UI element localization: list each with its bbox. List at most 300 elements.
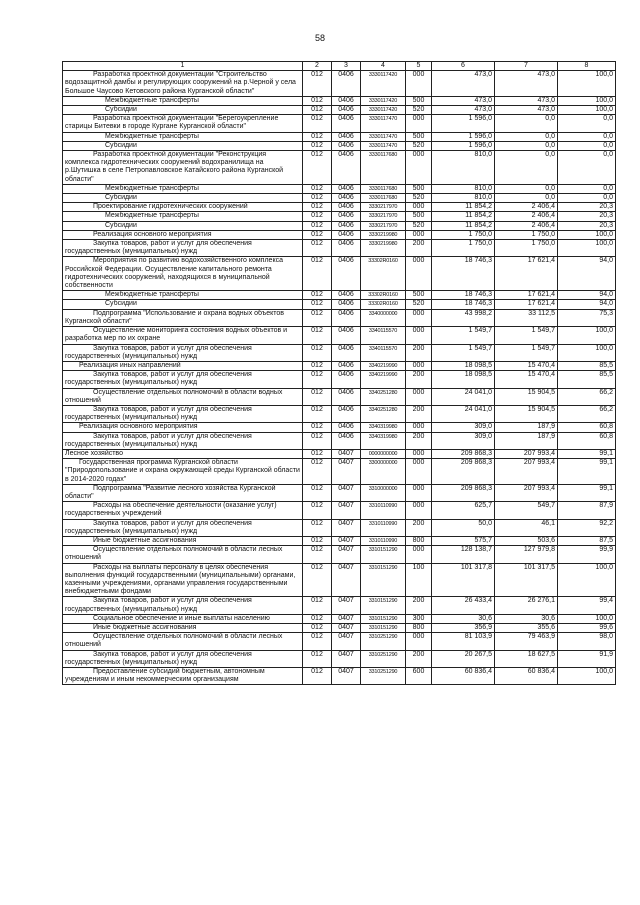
row-description — [63, 563, 303, 597]
table-row — [63, 388, 616, 405]
cell-target-article: 3330117470 — [361, 132, 406, 141]
cell-ministry-code: 012 — [303, 668, 332, 685]
cell-actual-amount: 187,9 — [495, 432, 558, 449]
row-description — [63, 344, 303, 361]
cell-section-code: 0407 — [332, 519, 361, 536]
cell-expense-type: 500 — [406, 212, 432, 221]
row-description-text: Осуществление отдельных полномочий в области водных отношений — [65, 388, 283, 404]
table-row — [63, 132, 616, 141]
cell-expense-type: 520 — [406, 300, 432, 309]
cell-ministry-code: 012 — [303, 71, 332, 97]
cell-target-article: 3310251290 — [361, 633, 406, 650]
cell-plan-amount: 18 098,5 — [432, 371, 495, 388]
cell-plan-amount: 18 746,3 — [432, 257, 495, 291]
cell-expense-type: 000 — [406, 257, 432, 291]
cell-expense-type: 000 — [406, 71, 432, 97]
cell-actual-amount: 15 470,4 — [495, 361, 558, 370]
cell-expense-type: 520 — [406, 221, 432, 230]
row-description-text: Иные бюджетные ассигнования — [93, 536, 197, 544]
table-row — [63, 484, 616, 501]
cell-percent: 100,0 — [558, 106, 616, 115]
cell-expense-type: 500 — [406, 96, 432, 105]
cell-target-article: 3340319980 — [361, 423, 406, 432]
cell-plan-amount: 473,0 — [432, 106, 495, 115]
cell-section-code: 0406 — [332, 240, 361, 257]
cell-target-article: 3310151290 — [361, 597, 406, 614]
cell-percent: 94,0 — [558, 300, 616, 309]
cell-ministry-code: 012 — [303, 563, 332, 597]
row-description-text: Социальное обеспечение и иные выплаты населению — [93, 614, 270, 622]
cell-percent: 100,0 — [558, 240, 616, 257]
cell-ministry-code: 012 — [303, 115, 332, 132]
cell-target-article: 3330217970 — [361, 203, 406, 212]
table-row — [63, 546, 616, 563]
cell-section-code: 0407 — [332, 668, 361, 685]
cell-plan-amount: 60 836,4 — [432, 668, 495, 685]
cell-target-article: 3330117680 — [361, 184, 406, 193]
cell-section-code: 0406 — [332, 151, 361, 185]
cell-section-code: 0407 — [332, 633, 361, 650]
cell-plan-amount: 473,0 — [432, 96, 495, 105]
row-description-text: Разработка проектной документации "Строительство водозащитной дамбы и регулирующих сооружений на р.Черной у села Большое Чаусово Кетовского района Курганской области" — [65, 71, 296, 95]
row-description — [63, 668, 303, 685]
cell-actual-amount: 549,7 — [495, 502, 558, 519]
row-description-text: Осуществление отдельных полномочий в области лесных отношений — [65, 633, 283, 649]
cell-section-code: 0406 — [332, 96, 361, 105]
cell-target-article: 3340219990 — [361, 361, 406, 370]
row-description — [63, 71, 303, 97]
table-row — [63, 194, 616, 203]
row-description — [63, 309, 303, 326]
row-description — [63, 106, 303, 115]
cell-expense-type: 520 — [406, 194, 432, 203]
row-description — [63, 151, 303, 185]
table-row — [63, 449, 616, 458]
cell-section-code: 0407 — [332, 546, 361, 563]
cell-ministry-code: 012 — [303, 291, 332, 300]
cell-target-article: 3310251290 — [361, 668, 406, 685]
cell-section-code: 0406 — [332, 184, 361, 193]
cell-percent: 0,0 — [558, 132, 616, 141]
cell-actual-amount: 17 621,4 — [495, 291, 558, 300]
cell-section-code: 0406 — [332, 194, 361, 203]
cell-expense-type: 000 — [406, 151, 432, 185]
cell-plan-amount: 50,0 — [432, 519, 495, 536]
cell-section-code: 0406 — [332, 115, 361, 132]
cell-ministry-code: 012 — [303, 96, 332, 105]
row-description-text: Закупка товаров, работ и услуг для обеспечения государственных (муниципальных) нужд — [65, 432, 252, 448]
column-header: 2 — [303, 62, 332, 71]
table-row — [63, 371, 616, 388]
row-description — [63, 484, 303, 501]
table-row — [63, 423, 616, 432]
cell-expense-type: 500 — [406, 184, 432, 193]
cell-section-code: 0407 — [332, 614, 361, 623]
cell-target-article: 3310251290 — [361, 650, 406, 667]
table-body — [63, 62, 616, 685]
cell-ministry-code: 012 — [303, 151, 332, 185]
cell-percent: 100,0 — [558, 344, 616, 361]
cell-plan-amount: 18 746,3 — [432, 300, 495, 309]
cell-expense-type: 000 — [406, 203, 432, 212]
cell-target-article: 0000000000 — [361, 449, 406, 458]
row-description-text: Разработка проектной документации "Берегоукрепление старицы Битевки в городе Кургане Курганской области" — [65, 115, 279, 131]
cell-target-article: 33302R0160 — [361, 291, 406, 300]
cell-percent: 100,0 — [558, 563, 616, 597]
cell-target-article: 3340251280 — [361, 388, 406, 405]
row-description — [63, 132, 303, 141]
row-description-text: Субсидии — [105, 141, 137, 149]
table-row — [63, 650, 616, 667]
cell-percent: 66,2 — [558, 388, 616, 405]
cell-plan-amount: 575,7 — [432, 536, 495, 545]
table-row — [63, 115, 616, 132]
row-description — [63, 502, 303, 519]
row-description — [63, 203, 303, 212]
row-description — [63, 240, 303, 257]
row-description-text: Разработка проектной документации "Реконструкция комплекса гидротехнических сооружений водохранилища на р.Шутишка в селе Петропавловское Катайского района Курганской области" — [65, 151, 284, 183]
row-description — [63, 327, 303, 344]
cell-plan-amount: 24 041,0 — [432, 405, 495, 422]
cell-percent: 99,9 — [558, 546, 616, 563]
cell-section-code: 0407 — [332, 502, 361, 519]
cell-expense-type: 200 — [406, 519, 432, 536]
row-description — [63, 388, 303, 405]
row-description — [63, 141, 303, 150]
cell-plan-amount: 473,0 — [432, 71, 495, 97]
cell-ministry-code: 012 — [303, 614, 332, 623]
row-description — [63, 230, 303, 239]
cell-plan-amount: 810,0 — [432, 194, 495, 203]
table-row — [63, 106, 616, 115]
cell-ministry-code: 012 — [303, 388, 332, 405]
cell-expense-type: 500 — [406, 291, 432, 300]
cell-actual-amount: 187,9 — [495, 423, 558, 432]
cell-actual-amount: 30,6 — [495, 614, 558, 623]
cell-ministry-code: 012 — [303, 371, 332, 388]
cell-percent: 99,1 — [558, 484, 616, 501]
cell-target-article: 3330219980 — [361, 240, 406, 257]
table-row — [63, 291, 616, 300]
table-row — [63, 563, 616, 597]
table-row — [63, 361, 616, 370]
row-description-text: Осуществление отдельных полномочий в области лесных отношений — [65, 546, 283, 562]
row-description-text: Реализация основного мероприятия — [93, 230, 212, 238]
cell-percent: 91,9 — [558, 650, 616, 667]
row-description-text: Межбюджетные трансферты — [105, 132, 199, 140]
cell-percent: 0,0 — [558, 141, 616, 150]
cell-actual-amount: 2 406,4 — [495, 212, 558, 221]
table-row — [63, 519, 616, 536]
cell-expense-type: 000 — [406, 423, 432, 432]
cell-percent: 85,5 — [558, 371, 616, 388]
cell-actual-amount: 207 993,4 — [495, 449, 558, 458]
row-description-text: Субсидии — [105, 300, 137, 308]
cell-actual-amount: 15 470,4 — [495, 371, 558, 388]
cell-actual-amount: 0,0 — [495, 132, 558, 141]
cell-actual-amount: 1 750,0 — [495, 240, 558, 257]
column-header: 6 — [432, 62, 495, 71]
cell-actual-amount: 18 627,5 — [495, 650, 558, 667]
row-description-text: Субсидии — [105, 221, 137, 229]
row-description — [63, 371, 303, 388]
row-description — [63, 633, 303, 650]
cell-ministry-code: 012 — [303, 184, 332, 193]
cell-ministry-code: 012 — [303, 212, 332, 221]
cell-actual-amount: 0,0 — [495, 141, 558, 150]
table-row — [63, 230, 616, 239]
cell-plan-amount: 356,9 — [432, 624, 495, 633]
row-description-text: Расходы на выплаты персоналу в целях обеспечения выполнения функций государственными (муниципальными) органами, казенными учреждениями, органами управления государственными внебюджетными фондами — [65, 563, 296, 596]
cell-actual-amount: 1 750,0 — [495, 230, 558, 239]
cell-actual-amount: 1 549,7 — [495, 327, 558, 344]
cell-actual-amount: 207 993,4 — [495, 459, 558, 485]
cell-actual-amount: 26 276,1 — [495, 597, 558, 614]
cell-percent: 98,0 — [558, 633, 616, 650]
row-description — [63, 624, 303, 633]
cell-plan-amount: 11 854,2 — [432, 203, 495, 212]
row-description — [63, 459, 303, 485]
cell-percent: 66,2 — [558, 405, 616, 422]
cell-percent: 85,5 — [558, 361, 616, 370]
row-description — [63, 519, 303, 536]
table-row — [63, 624, 616, 633]
cell-plan-amount: 18 098,5 — [432, 361, 495, 370]
cell-ministry-code: 012 — [303, 536, 332, 545]
cell-plan-amount: 810,0 — [432, 151, 495, 185]
cell-expense-type: 000 — [406, 230, 432, 239]
cell-actual-amount: 207 993,4 — [495, 484, 558, 501]
row-description — [63, 361, 303, 370]
cell-expense-type: 000 — [406, 327, 432, 344]
cell-expense-type: 500 — [406, 132, 432, 141]
table-row — [63, 96, 616, 105]
column-header-row — [63, 62, 616, 71]
cell-section-code: 0406 — [332, 327, 361, 344]
cell-percent: 0,0 — [558, 151, 616, 185]
cell-target-article: 33302R0160 — [361, 300, 406, 309]
column-header: 1 — [63, 62, 303, 71]
table-row — [63, 151, 616, 185]
cell-section-code: 0406 — [332, 106, 361, 115]
cell-percent: 92,2 — [558, 519, 616, 536]
cell-target-article: 3340000000 — [361, 309, 406, 326]
table-row — [63, 203, 616, 212]
cell-ministry-code: 012 — [303, 405, 332, 422]
cell-actual-amount: 0,0 — [495, 184, 558, 193]
table-row — [63, 668, 616, 685]
cell-percent: 0,0 — [558, 115, 616, 132]
row-description-text: Межбюджетные трансферты — [105, 291, 199, 299]
budget-table — [62, 61, 616, 685]
cell-expense-type: 000 — [406, 309, 432, 326]
cell-section-code: 0406 — [332, 300, 361, 309]
cell-actual-amount: 2 406,4 — [495, 203, 558, 212]
cell-plan-amount: 209 868,3 — [432, 449, 495, 458]
cell-expense-type: 000 — [406, 502, 432, 519]
cell-target-article: 3340115570 — [361, 344, 406, 361]
cell-target-article: 3310151290 — [361, 563, 406, 597]
row-description-text: Закупка товаров, работ и услуг для обеспечения государственных (муниципальных) нужд — [65, 240, 252, 256]
cell-ministry-code: 012 — [303, 300, 332, 309]
table-row — [63, 459, 616, 485]
row-description-text: Закупка товаров, работ и услуг для обеспечения государственных (муниципальных) нужд — [65, 597, 252, 613]
cell-expense-type: 600 — [406, 668, 432, 685]
cell-actual-amount: 101 317,5 — [495, 563, 558, 597]
cell-section-code: 0407 — [332, 459, 361, 485]
row-description-text: Расходы на обеспечение деятельности (оказание услуг) государственных учреждений — [65, 502, 277, 518]
cell-section-code: 0406 — [332, 388, 361, 405]
column-header: 8 — [558, 62, 616, 71]
cell-target-article: 3330117470 — [361, 141, 406, 150]
cell-percent: 0,0 — [558, 194, 616, 203]
row-description — [63, 212, 303, 221]
cell-actual-amount: 33 112,5 — [495, 309, 558, 326]
cell-section-code: 0406 — [332, 371, 361, 388]
cell-section-code: 0406 — [332, 71, 361, 97]
cell-percent: 94,0 — [558, 257, 616, 291]
cell-actual-amount: 15 904,5 — [495, 388, 558, 405]
cell-percent: 100,0 — [558, 96, 616, 105]
cell-target-article: 3330117680 — [361, 151, 406, 185]
cell-actual-amount: 17 621,4 — [495, 257, 558, 291]
row-description-text: Проектирование гидротехнических сооружений — [93, 203, 248, 211]
cell-plan-amount: 1 750,0 — [432, 230, 495, 239]
cell-section-code: 0406 — [332, 309, 361, 326]
cell-expense-type: 200 — [406, 650, 432, 667]
table-row — [63, 502, 616, 519]
cell-plan-amount: 1 549,7 — [432, 327, 495, 344]
cell-ministry-code: 012 — [303, 240, 332, 257]
cell-target-article: 3310110990 — [361, 519, 406, 536]
cell-percent: 99,4 — [558, 597, 616, 614]
table-row — [63, 614, 616, 623]
cell-section-code: 0406 — [332, 212, 361, 221]
cell-ministry-code: 012 — [303, 221, 332, 230]
cell-target-article: 3310110990 — [361, 502, 406, 519]
cell-section-code: 0406 — [332, 221, 361, 230]
cell-plan-amount: 810,0 — [432, 184, 495, 193]
cell-percent: 100,0 — [558, 327, 616, 344]
cell-percent: 20,3 — [558, 203, 616, 212]
cell-actual-amount: 46,1 — [495, 519, 558, 536]
table-row — [63, 257, 616, 291]
cell-percent: 99,1 — [558, 449, 616, 458]
cell-ministry-code: 012 — [303, 633, 332, 650]
cell-section-code: 0406 — [332, 423, 361, 432]
cell-actual-amount: 473,0 — [495, 71, 558, 97]
cell-actual-amount: 1 549,7 — [495, 344, 558, 361]
cell-percent: 60,8 — [558, 423, 616, 432]
cell-expense-type: 200 — [406, 240, 432, 257]
row-description-text: Субсидии — [105, 106, 137, 114]
row-description-text: Реализация иных направлений — [79, 361, 181, 369]
cell-plan-amount: 1 750,0 — [432, 240, 495, 257]
table-row — [63, 71, 616, 97]
row-description-text: Межбюджетные трансферты — [105, 96, 199, 104]
cell-plan-amount: 209 868,3 — [432, 459, 495, 485]
cell-plan-amount: 1 549,7 — [432, 344, 495, 361]
cell-section-code: 0406 — [332, 257, 361, 291]
cell-plan-amount: 81 103,9 — [432, 633, 495, 650]
cell-section-code: 0407 — [332, 484, 361, 501]
cell-section-code: 0406 — [332, 291, 361, 300]
table-row — [63, 597, 616, 614]
cell-plan-amount: 1 596,0 — [432, 115, 495, 132]
cell-actual-amount: 17 621,4 — [495, 300, 558, 309]
cell-ministry-code: 012 — [303, 459, 332, 485]
cell-ministry-code: 012 — [303, 432, 332, 449]
cell-target-article: 3310110990 — [361, 536, 406, 545]
row-description-text: Предоставление субсидий бюджетным, автономным учреждениям и иным некоммерческим организациям — [65, 668, 265, 684]
cell-percent: 60,8 — [558, 432, 616, 449]
row-description — [63, 449, 303, 458]
cell-plan-amount: 128 138,7 — [432, 546, 495, 563]
row-description-text: Осуществление мониторинга состояния водных объектов и разработка мер по их охране — [65, 327, 288, 343]
cell-ministry-code: 012 — [303, 423, 332, 432]
cell-section-code: 0407 — [332, 624, 361, 633]
row-description — [63, 546, 303, 563]
cell-section-code: 0406 — [332, 405, 361, 422]
cell-target-article: 3330217970 — [361, 221, 406, 230]
column-header: 7 — [495, 62, 558, 71]
cell-plan-amount: 1 596,0 — [432, 132, 495, 141]
cell-percent: 75,3 — [558, 309, 616, 326]
cell-section-code: 0407 — [332, 563, 361, 597]
cell-actual-amount: 79 463,9 — [495, 633, 558, 650]
cell-ministry-code: 012 — [303, 519, 332, 536]
cell-target-article: 3330117420 — [361, 106, 406, 115]
cell-plan-amount: 309,0 — [432, 432, 495, 449]
column-header: 3 — [332, 62, 361, 71]
row-description — [63, 536, 303, 545]
cell-ministry-code: 012 — [303, 257, 332, 291]
row-description-text: Реализация основного мероприятия — [79, 423, 198, 431]
cell-section-code: 0407 — [332, 536, 361, 545]
row-description — [63, 614, 303, 623]
row-description — [63, 650, 303, 667]
table-row — [63, 309, 616, 326]
row-description-text: Мероприятия по развитию водохозяйственного комплекса Российской Федерации. Осуществление капитального ремонта гидротехнических сооружений, находящихся в муниципальной собственности — [65, 257, 283, 290]
row-description — [63, 221, 303, 230]
cell-actual-amount: 15 904,5 — [495, 405, 558, 422]
cell-target-article: 3310151290 — [361, 624, 406, 633]
cell-expense-type: 200 — [406, 405, 432, 422]
cell-expense-type: 800 — [406, 536, 432, 545]
row-description-text: Субсидии — [105, 194, 137, 202]
cell-target-article: 3310151290 — [361, 614, 406, 623]
cell-target-article: 3300000000 — [361, 459, 406, 485]
cell-plan-amount: 11 854,2 — [432, 212, 495, 221]
cell-actual-amount: 503,6 — [495, 536, 558, 545]
row-description-text: Подпрограмма "Использование и охрана водных объектов Курганской области" — [65, 309, 284, 325]
cell-actual-amount: 473,0 — [495, 96, 558, 105]
cell-section-code: 0406 — [332, 344, 361, 361]
row-description — [63, 291, 303, 300]
cell-actual-amount: 473,0 — [495, 106, 558, 115]
cell-target-article: 3310151290 — [361, 546, 406, 563]
cell-ministry-code: 012 — [303, 194, 332, 203]
page-number: 58 — [314, 33, 325, 43]
row-description-text: Государственная программа Курганской области "Природопользование и охрана окружающей среды Курганской области в 2014-2020 годах" — [65, 459, 300, 483]
cell-target-article: 3330117680 — [361, 194, 406, 203]
table-row — [63, 221, 616, 230]
cell-actual-amount: 0,0 — [495, 151, 558, 185]
cell-plan-amount: 1 596,0 — [432, 141, 495, 150]
table-row — [63, 240, 616, 257]
cell-actual-amount: 60 836,4 — [495, 668, 558, 685]
cell-expense-type: 000 — [406, 388, 432, 405]
